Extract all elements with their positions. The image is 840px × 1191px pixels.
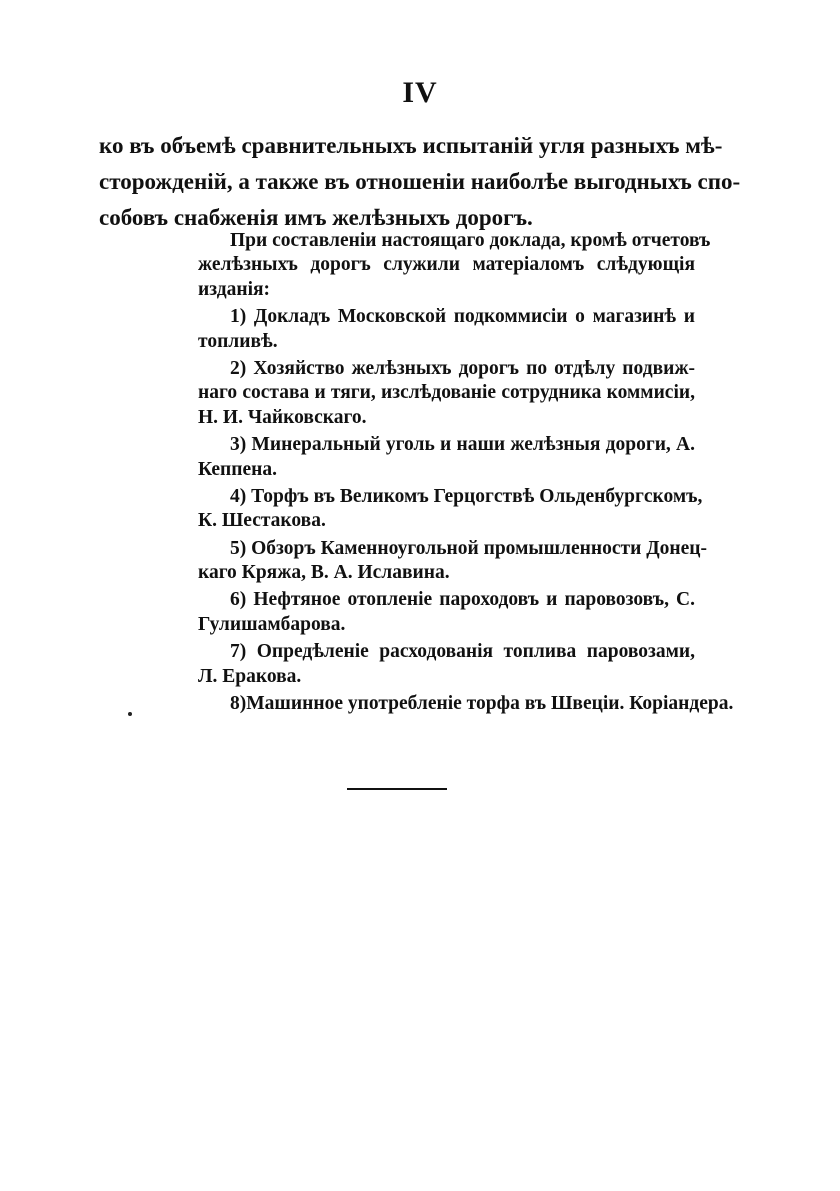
intro-line: собовъ снабженія имъ желѣзныхъ дорогъ. (99, 205, 533, 230)
source-line: Гулишамбарова. (198, 613, 346, 635)
source-line: топливѣ. (198, 330, 278, 352)
section-end-rule (347, 788, 447, 790)
source-item-7 (198, 640, 695, 689)
source-item-3 (198, 433, 695, 482)
source-item-4 (198, 485, 703, 534)
source-line: Н. И. Чайковскаго. (198, 406, 367, 428)
source-item-1 (198, 305, 695, 354)
source-line: 4) Торфъ въ Великомъ Герцогствѣ Ольденбургскомъ, (230, 485, 703, 507)
source-line: 1) Докладъ Московской подкоммисіи о магазинѣ и (230, 306, 695, 328)
sources-intro (198, 229, 711, 302)
source-line: 6) Нефтяное отопленіе пароходовъ и паровозовъ, С. (230, 589, 695, 611)
page-number: IV (402, 76, 438, 109)
sources-intro-line: желѣзныхъ дорогъ служили матеріаломъ слѣдующія (198, 254, 695, 276)
source-line: 7) Опредѣленіе расходованія топлива паровозами, (230, 641, 695, 663)
stray-dot (128, 712, 132, 716)
source-item-5 (198, 537, 707, 586)
sources-section (198, 229, 734, 716)
source-line: К. Шестакова. (198, 510, 326, 532)
intro-line: ко въ объемѣ сравнительныхъ испытаній угля разныхъ мѣ- (99, 133, 723, 158)
sources-intro-line: При составленіи настоящаго доклада, кромѣ отчетовъ (230, 230, 711, 251)
source-item-8 (198, 692, 734, 716)
source-line: наго состава и тяги, изслѣдованіе сотрудника коммисіи, (198, 382, 695, 404)
source-line: 8)Машинное употребленіе торфа въ Швеціи. Коріандера. (230, 693, 734, 715)
source-line: 2) Хозяйство желѣзныхъ дорогъ по отдѣлу подвиж- (230, 357, 695, 379)
sources-intro-line: изданія: (198, 278, 271, 300)
source-item-6 (198, 588, 695, 637)
intro-paragraph (99, 128, 741, 236)
source-line: Л. Еракова. (198, 665, 302, 687)
intro-line: сторожденій, а также въ отношеніи наиболѣе выгодныхъ спо- (99, 169, 741, 194)
source-line: 5) Обзоръ Каменноугольной промышленности Донец- (230, 537, 707, 559)
source-item-2 (198, 357, 695, 430)
source-line: каго Кряжа, В. А. Иславина. (198, 562, 450, 584)
source-line: Кеппена. (198, 458, 278, 480)
source-line: 3) Минеральный уголь и наши желѣзныя дороги, А. (230, 434, 695, 456)
